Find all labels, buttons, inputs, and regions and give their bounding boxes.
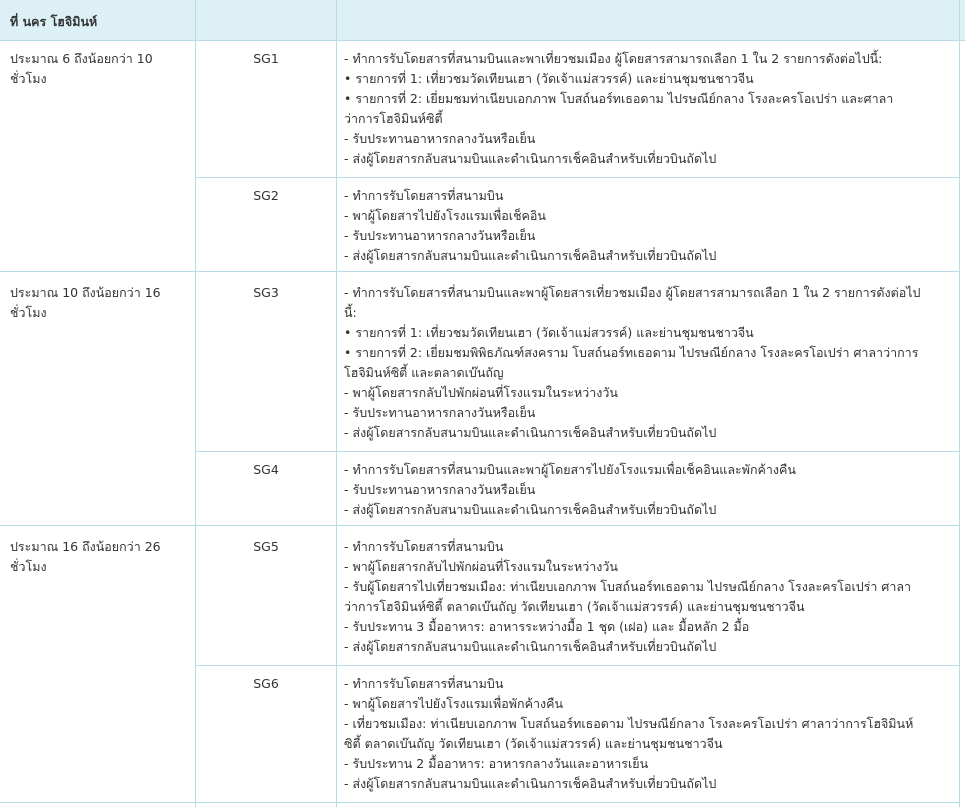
package-code: SG5: [253, 539, 279, 554]
column-divider: [336, 0, 337, 807]
detail-line: - ทำการรับโดยสารที่สนามบิน: [344, 676, 504, 691]
detail-line: - รับประทาน 3 มื้ออาหาร: อาหารระหว่างมื้อ 1 ชุด (เฝอ) และ มื้อหลัก 2 มื้อ: [344, 619, 750, 634]
detail-line: - ส่งผู้โดยสารกลับสนามบินและดำเนินการเช็คอินสำหรับเที่ยวบินถัดไป: [344, 151, 717, 166]
detail-line: นี้:: [344, 305, 357, 320]
detail-line: - ทำการรับโดยสารที่สนามบิน: [344, 539, 504, 554]
region-header-row: [0, 0, 965, 41]
detail-line: • รายการที่ 1: เที่ยวชมวัดเทียนเฮา (วัดเจ้าแม่สวรรค์) และย่านชุมชนชาวจีน: [344, 325, 754, 340]
detail-line: - รับประทานอาหารกลางวันหรือเย็น: [344, 482, 536, 497]
package-code: SG1: [253, 51, 279, 66]
detail-line: - พาผู้โดยสารกลับไปพักผ่อนที่โรงแรมในระหว่างวัน: [344, 385, 618, 400]
detail-line: - ทำการรับโดยสารที่สนามบิน: [344, 188, 504, 203]
detail-line: - พาผู้โดยสารไปยังโรงแรมเพื่อพักค้างคืน: [344, 696, 563, 711]
row-divider: [0, 525, 960, 526]
package-details: [344, 49, 956, 169]
duration-cell: ประมาณ 16 ถึงน้อยกว่า 26 ชั่วโมง: [10, 539, 161, 574]
detail-line: - รับประทานอาหารกลางวันหรือเย็น: [344, 228, 536, 243]
package-code: SG4: [253, 462, 279, 477]
detail-line: - รับผู้โดยสารไปเที่ยวชมเมือง: ท่าเนียบเอกภาพ โบสถ์นอร์ทเธอดาม ไปรษณีย์กลาง โรงละครโอเปร่า ศาลา: [344, 579, 912, 594]
detail-line: - ส่งผู้โดยสารกลับสนามบินและดำเนินการเช็คอินสำหรับเที่ยวบินถัดไป: [344, 776, 717, 791]
package-details: [344, 283, 956, 443]
package-details: [344, 460, 956, 520]
detail-line: - ทำการรับโดยสารที่สนามบินและพาผู้โดยสารไปยังโรงแรมเพื่อเช็คอินและพักค้างคืน: [344, 462, 796, 477]
duration-cell: ประมาณ 10 ถึงน้อยกว่า 16 ชั่วโมง: [10, 285, 161, 320]
detail-line: ซิตี้ ตลาดเบ๊นถัญ วัดเทียนเฮา (วัดเจ้าแม่สวรรค์) และย่านชุมชนชาวจีน: [344, 736, 723, 751]
package-details: [344, 186, 956, 266]
detail-line: • รายการที่ 2: เยี่ยมชมท่าเนียบเอกภาพ โบสถ์นอร์ทเธอดาม ไปรษณีย์กลาง โรงละครโอเปร่า และศาลา: [344, 91, 894, 106]
detail-line: ว่าการโฮจิมินห์ซิตี้ ตลาดเบ๊นถัญ วัดเทียนเฮา (วัดเจ้าแม่สวรรค์) และย่านชุมชนชาวจีน: [344, 599, 805, 614]
package-code: SG6: [253, 676, 279, 691]
detail-line: - ส่งผู้โดยสารกลับสนามบินและดำเนินการเช็คอินสำหรับเที่ยวบินถัดไป: [344, 425, 717, 440]
detail-line: - ส่งผู้โดยสารกลับสนามบินและดำเนินการเช็คอินสำหรับเที่ยวบินถัดไป: [344, 502, 717, 517]
row-divider: [195, 177, 960, 178]
detail-line: - ส่งผู้โดยสารกลับสนามบินและดำเนินการเช็คอินสำหรับเที่ยวบินถัดไป: [344, 639, 717, 654]
package-details: [344, 674, 956, 794]
region-title: ที่ นคร โฮจิมินห์: [10, 14, 98, 29]
detail-line: ว่าการโฮจิมินห์ซิตี้: [344, 111, 443, 126]
table-right-border: [959, 0, 960, 807]
detail-line: • รายการที่ 1: เที่ยวชมวัดเทียนเฮา (วัดเจ้าแม่สวรรค์) และย่านชุมชนชาวจีน: [344, 71, 754, 86]
row-divider: [195, 665, 960, 666]
detail-line: - เที่ยวชมเมือง: ท่าเนียบเอกภาพ โบสถ์นอร์ทเธอดาม ไปรษณีย์กลาง โรงละครโอเปร่า ศาลาว่าการโฮจิมินห์: [344, 716, 914, 731]
detail-line: - รับประทาน 2 มื้ออาหาร: อาหารกลางวันและอาหารเย็น: [344, 756, 649, 771]
detail-line: - ทำการรับโดยสารที่สนามบินและพาผู้โดยสารเที่ยวชมเมือง ผู้โดยสารสามารถเลือก 1 ใน 2 รายการดังต่อไป: [344, 285, 921, 300]
detail-line: - ทำการรับโดยสารที่สนามบินและพาเที่ยวชมเมือง ผู้โดยสารสามารถเลือก 1 ใน 2 รายการดังต่อไปนี้:: [344, 51, 883, 66]
duration-cell: ประมาณ 6 ถึงน้อยกว่า 10 ชั่วโมง: [10, 51, 153, 86]
row-divider: [195, 451, 960, 452]
package-code: SG2: [253, 188, 279, 203]
detail-line: • รายการที่ 2: เยี่ยมชมพิพิธภัณฑ์สงคราม โบสถ์นอร์ทเธอดาม ไปรษณีย์กลาง โรงละครโอเปร่า ศาลาว่าการ: [344, 345, 919, 360]
package-code: SG3: [253, 285, 279, 300]
package-details: [344, 537, 956, 657]
detail-line: - รับประทานอาหารกลางวันหรือเย็น: [344, 131, 536, 146]
detail-line: - พาผู้โดยสารกลับไปพักผ่อนที่โรงแรมในระหว่างวัน: [344, 559, 618, 574]
row-divider: [0, 271, 960, 272]
detail-line: โฮจิมินห์ซิตี้ และตลาดเบ๊นถัญ: [344, 365, 504, 380]
detail-line: - พาผู้โดยสารไปยังโรงแรมเพื่อเช็คอิน: [344, 208, 546, 223]
detail-line: - ส่งผู้โดยสารกลับสนามบินและดำเนินการเช็คอินสำหรับเที่ยวบินถัดไป: [344, 248, 717, 263]
detail-line: - รับประทานอาหารกลางวันหรือเย็น: [344, 405, 536, 420]
row-divider: [0, 802, 960, 803]
